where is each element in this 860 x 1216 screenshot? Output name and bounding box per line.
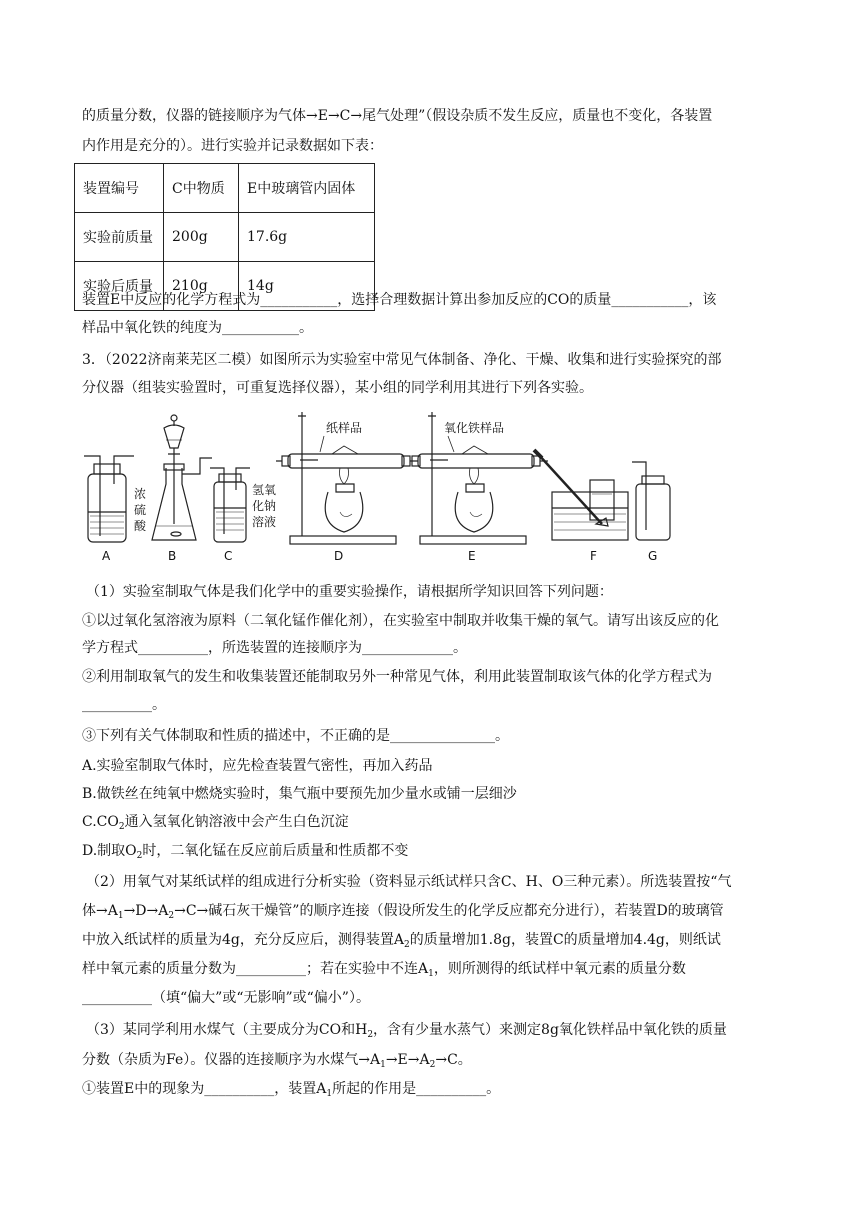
text-line: （1）实验室制取气体是我们化学中的重要实验操作，请根据所学知识回答下列问题： [86, 584, 613, 600]
text-line: ①以过氧化氢溶液为原料（二氧化锰作催化剂），在实验室中制取并收集干燥的氧气。请写出该反应的化 [82, 613, 719, 629]
table-cell: 200g [164, 213, 239, 262]
apparatus-c [210, 468, 276, 563]
apparatus-d [276, 412, 418, 563]
apparatus-e [412, 412, 548, 563]
text-line: 分数（杂质为Fe）。仪器的连接顺序为水煤气$\to A_1\to E\to A_2\to C$。 [82, 1052, 472, 1070]
text-line: 装置E中反应的化学方程式为___________，选择合理数据计算出参加反应的CO的质量___________，该 [82, 292, 717, 308]
e-sample-text: 氧化铁样品 [444, 421, 505, 435]
text-line: 样中氧元素的质量分数为__________；若在实验中不连$A_1$，则所测得的纸试样中氧元素的质量分数 [82, 961, 686, 979]
text-line: 内作用是充分的）。进行实验并记录数据如下表： [82, 138, 383, 154]
text-line: 样品中氧化铁的纯度为___________。 [82, 320, 313, 336]
a-reagent-text: 酸 [134, 519, 147, 533]
label-e: E [468, 549, 476, 563]
apparatus-g [632, 462, 670, 563]
c-reagent-text: 氢氧 [252, 483, 277, 497]
text-line: __________（填“偏大”或“无影响”或“偏小”）。 [82, 990, 370, 1006]
text-line: （2）用氧气对某纸试样的组成进行分析实验（资料显示纸试样只含C、H、O三种元素）。所选装置按“气 [86, 874, 732, 890]
text-line: ①装置E中的现象为__________，装置$A_1$所起的作用是__________。 [82, 1081, 501, 1099]
table-cell: 210g [164, 262, 239, 311]
a-reagent-text: 浓 [134, 487, 147, 501]
label-c: C [224, 549, 233, 563]
label-f: F [590, 549, 597, 563]
option-a: A.实验室制取气体时，应先检查装置气密性，再加入药品 [82, 758, 433, 774]
option-d: D.制取$O_2$时，二氧化锰在反应前后质量和性质都不变 [82, 843, 409, 861]
table-cell: 实验后质量 [75, 262, 164, 311]
apparatus-figure [82, 412, 682, 564]
table-cell: C中物质 [164, 164, 239, 213]
label-g: G [648, 549, 658, 563]
table-cell: 装置编号 [75, 164, 164, 213]
c-reagent-text: 化钠 [252, 499, 277, 513]
table-cell: 17.6g [239, 213, 375, 262]
text-line: 体$\to A_1\to D\to A_2\to C\to$碱石灰干燥管”的顺序连接（假设所发生的化学反应都充分进行），若装置D的玻璃管 [82, 903, 724, 921]
table-row [75, 164, 375, 213]
table-row [75, 213, 375, 262]
apparatus-f [534, 450, 628, 563]
text-line: 分仪器（组装实验置时，可重复选择仪器），某小组的同学利用其进行下列各实验。 [82, 380, 593, 396]
text-line: 中放入纸试样的质量为4g，充分反应后，测得装置$A_2$的质量增加1.8g，装置C的质量增加4.4g，则纸试 [82, 932, 721, 950]
table-cell: E中玻璃管内固体 [239, 164, 375, 213]
a-reagent-text: 硫 [134, 503, 147, 517]
apparatus-b [152, 415, 212, 563]
table-cell: 实验前质量 [75, 213, 164, 262]
text-line: ③下列有关气体制取和性质的描述中，不正确的是_______________。 [82, 728, 509, 744]
question-heading: 3．（2022济南莱芜区二模）如图所示为实验室中常见气体制备、净化、干燥、收集和进行实验探究的部 [82, 352, 722, 368]
apparatus-a [84, 456, 147, 563]
text-line: ②利用制取氧气的发生和收集装置还能制取另外一种常见气体，利用此装置制取该气体的化学方程式为 [82, 669, 712, 685]
table-cell: 14g [239, 262, 375, 311]
option-c: $C.CO_2$通入氢氧化钠溶液中会产生白色沉淀 [82, 814, 349, 832]
c-reagent-text: 溶液 [252, 515, 277, 529]
d-sample-text: 纸样品 [326, 421, 363, 435]
label-b: B [168, 549, 177, 563]
text-line: __________。 [82, 697, 166, 713]
label-a: A [102, 549, 111, 563]
text-line: 的质量分数，仪器的链接顺序为气体→E→C→尾气处理”（假设杂质不发生反应，质量也不变化，各装置 [82, 108, 713, 124]
label-d: D [334, 549, 344, 563]
option-b: B.做铁丝在纯氧中燃烧实验时，集气瓶中要预先加少量水或铺一层细沙 [82, 786, 517, 802]
data-table [74, 163, 375, 311]
text-line: 学方程式__________，所选装置的连接顺序为_____________。 [82, 640, 467, 656]
text-line: （3）某同学利用水煤气（主要成分为CO和$H_2$，含有少量水蒸气）来测定8g氧化铁样品中氧化铁的质量 [86, 1022, 727, 1040]
